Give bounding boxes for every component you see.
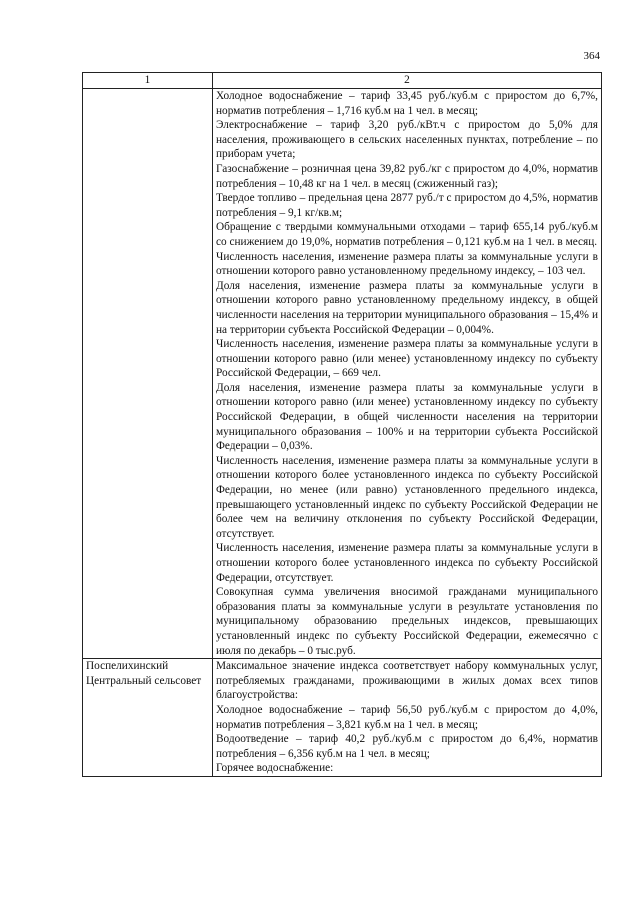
row2-description-cell xyxy=(213,659,602,777)
row1-description-cell xyxy=(213,89,602,659)
table-header-row xyxy=(83,73,602,89)
table-row xyxy=(83,89,602,659)
row2-municipality-cell: Поспелихинский Центральный сельсовет xyxy=(83,659,213,777)
header-col-1: 1 xyxy=(83,73,213,89)
paragraph: Численность населения, изменение размера платы за коммунальные услуги в отношении которого более установленного индекса по субъекту Российской Федерации, отсутствует. xyxy=(216,542,598,584)
paragraph: Твердое топливо – предельная цена 2877 руб./т с приростом до 4,5%, норматив потребления – 9,1 кг/кв.м; xyxy=(216,192,598,219)
table-row xyxy=(83,659,602,777)
paragraph: Численность населения, изменение размера платы за коммунальные услуги в отношении которого равно установленному предельному индексу, – 103 чел. xyxy=(216,250,598,278)
paragraph: Численность населения, изменение размера платы за коммунальные услуги в отношении которого более установленного индекса по субъекту Российской Федерации, но менее (или равно) установленного предельного индекса, превышающего установленный индекс по субъекту Российской Федерации не более чем на величину отклонения по субъекту Российской Федерации, отсутствует. xyxy=(216,454,598,540)
page-number: 364 xyxy=(583,50,600,62)
row1-municipality-cell xyxy=(83,89,213,659)
paragraph: Водоотведение – тариф 40,2 руб./куб.м с приростом до 6,4%, норматив потребления – 6,356 куб.м на 1 чел. в месяц; xyxy=(216,733,598,760)
paragraph: Численность населения, изменение размера платы за коммунальные услуги в отношении которого равно (или менее) установленному индексу по субъекту Российской Федерации, – 669 чел. xyxy=(216,338,598,380)
paragraph: Электроснабжение – тариф 3,20 руб./кВт.ч с приростом до 5,0% для населения, проживающего в сельских населенных пунктах, потребление – по приборам учета; xyxy=(216,119,598,161)
paragraph: Газоснабжение – розничная цена 39,82 руб./кг с приростом до 4,0%, норматив потребления – 10,48 кг на 1 чел. в месяц (сжиженный газ); xyxy=(216,162,598,190)
paragraph: Совокупная сумма увеличения вносимой гражданами муниципального образования платы за коммунальные услуги в результате установления по муниципальному образованию предельных индексов, превышающих установленный индекс по субъекту Российской Федерации, ежемесячно с июля по декабрь – 0 тыс.руб. xyxy=(216,586,598,657)
tariff-table xyxy=(82,72,602,777)
paragraph: Горячее водоснабжение: xyxy=(216,762,334,775)
header-col-2: 2 xyxy=(213,73,602,89)
paragraph: Холодное водоснабжение – тариф 56,50 руб./куб.м с приростом до 4,0%, норматив потребления – 3,821 куб.м на 1 чел. в месяц; xyxy=(216,703,598,731)
paragraph: Доля населения, изменение размера платы за коммунальные услуги в отношении которого равно установленному предельному индексу, в общей численности населения на территории муниципального образования – 15,4% и на территории субъекта Российской Федерации – 0,004%. xyxy=(216,279,598,336)
paragraph: Максимальное значение индекса соответствует набору коммунальных услуг, потребляемых гражданами, проживающими в жилых домах всех типов благоустройства: xyxy=(216,660,598,702)
paragraph: Доля населения, изменение размера платы за коммунальные услуги в отношении которого равно (или менее) установленному индексу по субъекту Российской Федерации, в общей численности населения на территории муниципального образования – 100% и на территории субъекта Российской Федерации – 0,03%. xyxy=(216,381,598,453)
paragraph: Обращение с твердыми коммунальными отходами – тариф 655,14 руб./куб.м со снижением до 19,0%, норматив потребления – 0,121 куб.м на 1 чел. в месяц. xyxy=(216,221,598,248)
paragraph: Холодное водоснабжение – тариф 33,45 руб./куб.м с приростом до 6,7%, норматив потребления – 1,716 куб.м на 1 чел. в месяц; xyxy=(216,90,598,117)
